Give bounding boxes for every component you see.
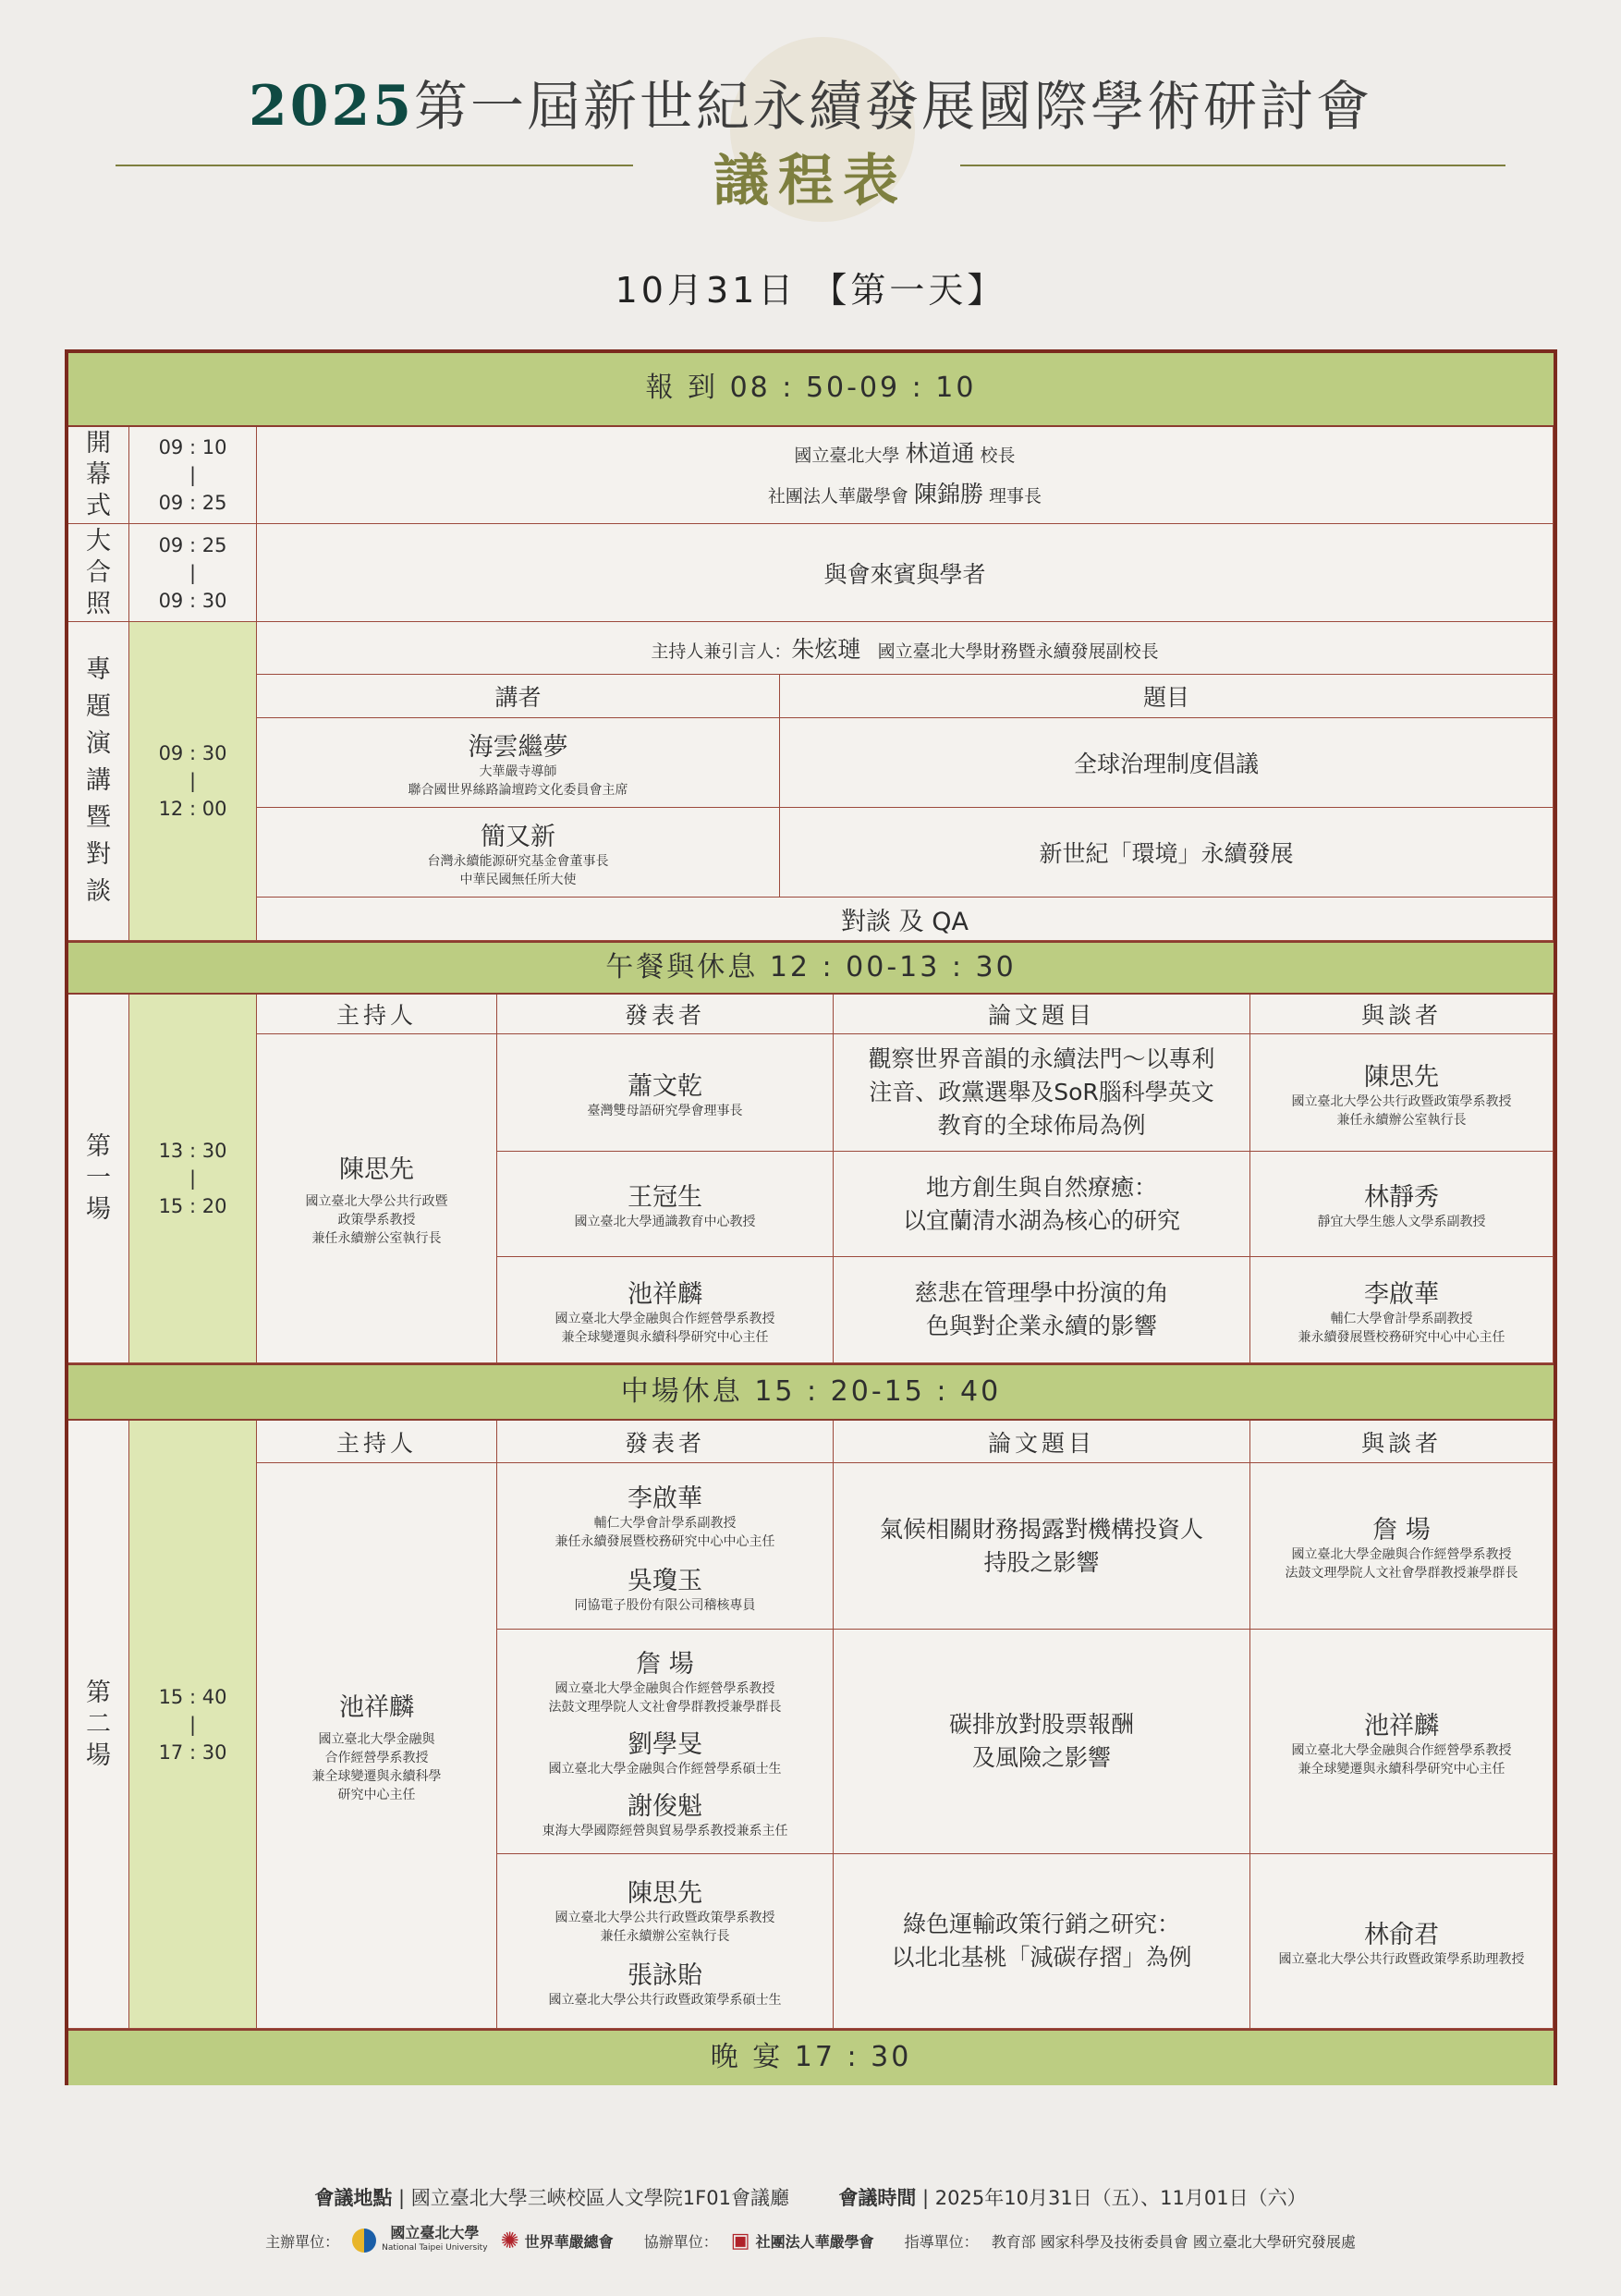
photo-label: 大 合 照 <box>68 524 129 622</box>
session2-discussant-1: 詹 場 國立臺北大學金融與合作經營學系教授 法鼓文理學院人文社會學群教授兼學群長 <box>1250 1463 1554 1630</box>
keynote-time: 09 : 30 | 12 : 00 <box>129 622 257 941</box>
session2-paper-2: 碳排放對股票報酬 及風險之影響 <box>834 1630 1250 1854</box>
opening-row <box>68 427 1554 524</box>
keynote-speaker-2: 簡又新 台灣永續能源研究基金會董事長 中華民國無任所大使 <box>257 808 780 898</box>
session1-discussant-1: 陳思先 國立臺北大學公共行政暨政策學系教授 兼任永續辦公室執行長 <box>1250 1034 1554 1152</box>
huayen-emblem-icon: ✺ <box>500 2228 519 2253</box>
opening-content: 國立臺北大學 林道通 校長 社團法人華嚴學會 陳錦勝 理事長 <box>257 427 1554 524</box>
break-bar: 中場休息 15 : 20-15 : 40 <box>68 1363 1554 1421</box>
title-text: 第一屆新世紀永續發展國際學術研討會 <box>413 75 1372 138</box>
title-year: 2025 <box>248 74 414 139</box>
session2-time: 15 : 40 | 17 : 30 <box>129 1421 257 2029</box>
session2-discussant-3: 林俞君 國立臺北大學公共行政暨政策學系助理教授 <box>1250 1854 1554 2029</box>
keynote-topic-2: 新世紀「環境」永續發展 <box>780 808 1554 898</box>
divider-right <box>960 165 1505 166</box>
society-seal-icon: ▣ <box>730 2229 750 2253</box>
session1-host: 陳思先 國立臺北大學公共行政暨 政策學系教授 兼任永續辦公室執行長 <box>257 1034 497 1363</box>
subtitle: 議程表 <box>713 149 908 214</box>
session2-section <box>68 1421 1554 2029</box>
session2-label: 第 二 場 <box>68 1421 129 2029</box>
session1-paper-2: 地方創生與自然療癒： 以宜蘭清水湖為核心的研究 <box>834 1152 1250 1257</box>
session1-section <box>68 995 1554 1363</box>
dinner-bar: 晚 宴 17 : 30 <box>68 2029 1554 2085</box>
lunch-bar: 午餐與休息 12 : 00-13 : 30 <box>68 941 1554 995</box>
session1-time: 13 : 30 | 15 : 20 <box>129 995 257 1363</box>
keynote-host: 主持人兼引言人：朱炫璉 國立臺北大學財務暨永續發展副校長 <box>257 622 1554 675</box>
ntpu-logo: 國立臺北大學 National Taipei University <box>352 2226 487 2255</box>
session1-discussant-2: 林靜秀 靜宜大學生態人文學系副教授 <box>1250 1152 1554 1257</box>
keynote-col-speaker: 講者 <box>257 675 780 718</box>
session1-label: 第 一 場 <box>68 995 129 1363</box>
opening-time: 09 : 10 | 09 : 25 <box>129 427 257 524</box>
session1-discussant-3: 李啟華 輔仁大學會計學系副教授 兼永續發展暨校務研究中心中心主任 <box>1250 1257 1554 1363</box>
session1-presenter-1: 蕭文乾 臺灣雙母語研究學會理事長 <box>497 1034 834 1152</box>
keynote-label: 專 題 演 講 暨 對 談 <box>68 622 129 941</box>
keynote-col-topic: 題目 <box>780 675 1554 718</box>
session2-col-presenter: 發表者 <box>497 1421 834 1463</box>
date-heading: 10月31日 【第一天】 <box>615 270 1006 311</box>
session2-presenters-2: 詹 場 國立臺北大學金融與合作經營學系教授 法鼓文理學院人文社會學群教授兼學群長 劉學旻 國立臺北大學金融與合作經營學系碩士生 謝俊魁 東海大學國際經營與貿易學系教授兼系主任 <box>497 1630 834 1854</box>
session2-paper-3: 綠色運輸政策行銷之研究： 以北北基桃「減碳存摺」為例 <box>834 1854 1250 2029</box>
photo-row <box>68 524 1554 622</box>
session1-paper-3: 慈悲在管理學中扮演的角 色與對企業永續的影響 <box>834 1257 1250 1363</box>
keynote-section <box>68 622 1554 941</box>
keynote-speaker-1: 海雲繼夢 大華嚴寺導師 聯合國世界絲路論壇跨文化委員會主席 <box>257 718 780 808</box>
checkin-bar: 報 到 08 : 50-09 : 10 <box>68 353 1554 427</box>
session2-presenters-1: 李啟華 輔仁大學會計學系副教授 兼任永續發展暨校務研究中心中心主任 吳瓊玉 同協電子股份有限公司稽核專員 <box>497 1463 834 1630</box>
photo-text: 與會來賓與學者 <box>257 524 1554 622</box>
organizer-info: 主辦單位： 國立臺北大學 National Taipei University ✺ 世界華嚴總會 協辦單位： ▣ 社團法人華嚴學會 指導單位： 教育部 國家科學及技術委員會 國立臺北大學研究發展處 <box>265 2224 1356 2253</box>
session1-col-discussant: 與談者 <box>1250 995 1554 1034</box>
session1-col-host: 主持人 <box>257 995 497 1034</box>
venue-info: 會議地點 | 國立臺北大學三峽校區人文學院1F01會議廳 會議時間 | 2025年10月31日（五）、11月01日（六） <box>314 2187 1307 2209</box>
subtitle-row <box>116 92 1505 214</box>
world-huayen-logo: ✺ 世界華嚴總會 <box>500 2228 614 2253</box>
ntpu-emblem-icon <box>352 2229 376 2253</box>
session1-col-presenter: 發表者 <box>497 995 834 1034</box>
session1-col-paper: 論文題目 <box>834 995 1250 1034</box>
session2-paper-1: 氣候相關財務揭露對機構投資人 持股之影響 <box>834 1463 1250 1630</box>
photo-time: 09 : 25 | 09 : 30 <box>129 524 257 622</box>
session2-presenters-3: 陳思先 國立臺北大學公共行政暨政策學系教授 兼任永續辦公室執行長 張詠貽 國立臺北大學公共行政暨政策學系碩士生 <box>497 1854 834 2029</box>
session2-col-host: 主持人 <box>257 1421 497 1463</box>
keynote-qa: 對談 及 QA <box>257 898 1554 941</box>
session1-presenter-3: 池祥麟 國立臺北大學金融與合作經營學系教授 兼全球變遷與永續科學研究中心主任 <box>497 1257 834 1363</box>
session2-discussant-2: 池祥麟 國立臺北大學金融與合作經營學系教授 兼全球變遷與永續科學研究中心主任 <box>1250 1630 1554 1854</box>
opening-label: 開 幕 式 <box>68 427 129 524</box>
session1-presenter-2: 王冠生 國立臺北大學通識教育中心教授 <box>497 1152 834 1257</box>
session2-col-discussant: 與談者 <box>1250 1421 1554 1463</box>
session2-host: 池祥麟 國立臺北大學金融與 合作經營學系教授 兼全球變遷與永續科學 研究中心主任 <box>257 1463 497 2029</box>
session2-col-paper: 論文題目 <box>834 1421 1250 1463</box>
huayen-society-logo: ▣ 社團法人華嚴學會 <box>730 2229 874 2253</box>
schedule-table <box>65 349 1557 2085</box>
session1-paper-1: 觀察世界音韻的永續法門～以專利 注音、政黨選舉及SoR腦科學英文 教育的全球佈局為例 <box>834 1034 1250 1152</box>
keynote-topic-1: 全球治理制度倡議 <box>780 718 1554 808</box>
